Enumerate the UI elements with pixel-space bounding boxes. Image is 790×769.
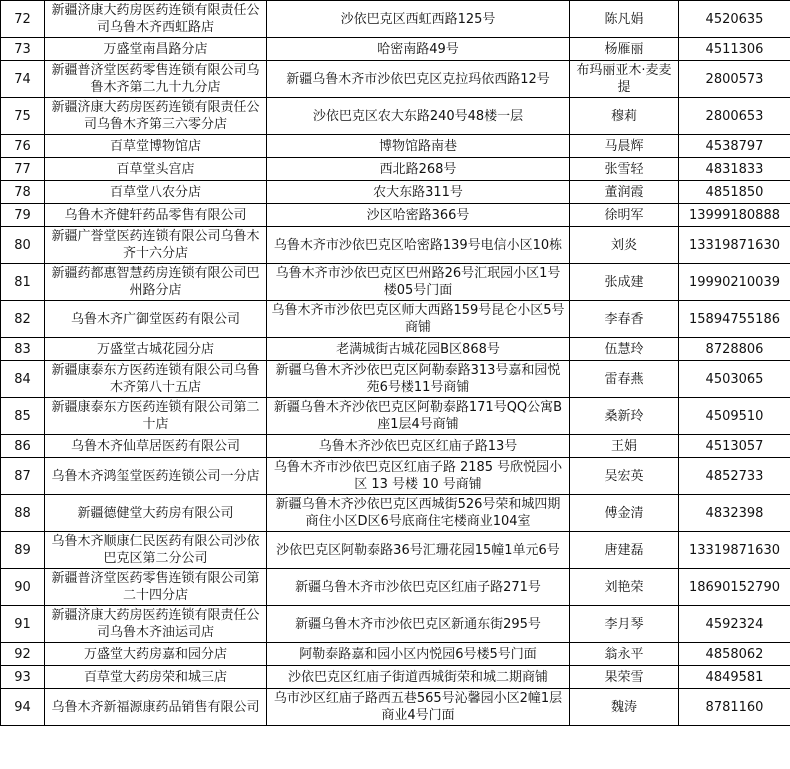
row-number: 80 bbox=[1, 227, 45, 264]
table-row bbox=[1, 338, 790, 361]
phone-number: 4849581 bbox=[679, 666, 790, 689]
contact-person: 李春香 bbox=[570, 301, 679, 338]
store-address: 沙依巴克区阿勒泰路36号汇珊花园15幢1单元6号 bbox=[267, 532, 570, 569]
table-row bbox=[1, 532, 790, 569]
store-name: 新疆济康大药房医药连锁有限责任公司乌鲁木齐第三六零分店 bbox=[45, 98, 267, 135]
contact-person: 王娟 bbox=[570, 435, 679, 458]
contact-person: 伍慧玲 bbox=[570, 338, 679, 361]
store-address: 老满城街古城花园B区868号 bbox=[267, 338, 570, 361]
contact-person: 果荣雪 bbox=[570, 666, 679, 689]
row-number: 76 bbox=[1, 135, 45, 158]
phone-number: 4852733 bbox=[679, 458, 790, 495]
row-number: 78 bbox=[1, 181, 45, 204]
store-name: 乌鲁木齐仙草居医药有限公司 bbox=[45, 435, 267, 458]
phone-number: 19990210039 bbox=[679, 264, 790, 301]
store-address: 沙依巴克区农大东路240号48楼一层 bbox=[267, 98, 570, 135]
store-address: 哈密南路49号 bbox=[267, 38, 570, 61]
table-row bbox=[1, 398, 790, 435]
store-address: 新疆乌鲁木齐沙依巴克区阿勒泰路171号QQ公寓B座1层4号商铺 bbox=[267, 398, 570, 435]
store-name: 新疆德健堂大药房有限公司 bbox=[45, 495, 267, 532]
row-number: 92 bbox=[1, 643, 45, 666]
table-row bbox=[1, 264, 790, 301]
contact-person: 杨雁丽 bbox=[570, 38, 679, 61]
store-address: 沙依巴克区西虹西路125号 bbox=[267, 1, 570, 38]
store-address: 新疆乌鲁木齐市沙依巴克区克拉玛依西路12号 bbox=[267, 61, 570, 98]
table-row bbox=[1, 1, 790, 38]
phone-number: 13999180888 bbox=[679, 204, 790, 227]
table-row bbox=[1, 495, 790, 532]
table-row bbox=[1, 98, 790, 135]
contact-person: 翁永平 bbox=[570, 643, 679, 666]
row-number: 87 bbox=[1, 458, 45, 495]
pharmacy-table-body bbox=[1, 1, 790, 726]
phone-number: 4503065 bbox=[679, 361, 790, 398]
store-name: 万盛堂大药房嘉和园分店 bbox=[45, 643, 267, 666]
table-row bbox=[1, 227, 790, 264]
row-number: 72 bbox=[1, 1, 45, 38]
store-name: 新疆济康大药房医药连锁有限责任公司乌鲁木齐西虹路店 bbox=[45, 1, 267, 38]
table-row bbox=[1, 301, 790, 338]
store-address: 沙区哈密路366号 bbox=[267, 204, 570, 227]
store-name: 乌鲁木齐鸿玺堂医药连锁公司一分店 bbox=[45, 458, 267, 495]
table-row bbox=[1, 606, 790, 643]
store-name: 新疆广誉堂医药连锁有限公司乌鲁木齐十六分店 bbox=[45, 227, 267, 264]
contact-person: 徐明军 bbox=[570, 204, 679, 227]
contact-person: 张雪轻 bbox=[570, 158, 679, 181]
row-number: 74 bbox=[1, 61, 45, 98]
table-row bbox=[1, 158, 790, 181]
store-address: 乌鲁木齐市沙依巴克区巴州路26号汇珉园小区1号楼05号门面 bbox=[267, 264, 570, 301]
table-row bbox=[1, 61, 790, 98]
store-name: 新疆普济堂医药零售连锁有限公司第二十四分店 bbox=[45, 569, 267, 606]
contact-person: 傅金清 bbox=[570, 495, 679, 532]
row-number: 77 bbox=[1, 158, 45, 181]
phone-number: 2800573 bbox=[679, 61, 790, 98]
contact-person: 马晨辉 bbox=[570, 135, 679, 158]
row-number: 90 bbox=[1, 569, 45, 606]
store-address: 乌鲁木齐市沙依巴克区哈密路139号电信小区10栋 bbox=[267, 227, 570, 264]
store-name: 乌鲁木齐新福源康药品销售有限公司 bbox=[45, 689, 267, 726]
store-address: 阿勒泰路嘉和园小区内悦园6号楼5号门面 bbox=[267, 643, 570, 666]
table-row bbox=[1, 435, 790, 458]
table-row bbox=[1, 643, 790, 666]
phone-number: 8781160 bbox=[679, 689, 790, 726]
store-name: 新疆济康大药房医药连锁有限责任公司乌鲁木齐油运司店 bbox=[45, 606, 267, 643]
phone-number: 4509510 bbox=[679, 398, 790, 435]
store-address: 新疆乌鲁木齐沙依巴克区西城街526号荣和城四期商住小区D区6号底商住宅楼商业104室 bbox=[267, 495, 570, 532]
row-number: 91 bbox=[1, 606, 45, 643]
store-address: 博物馆路南巷 bbox=[267, 135, 570, 158]
store-name: 乌鲁木齐健轩药品零售有限公司 bbox=[45, 204, 267, 227]
row-number: 84 bbox=[1, 361, 45, 398]
table-row bbox=[1, 569, 790, 606]
contact-person: 桑新玲 bbox=[570, 398, 679, 435]
row-number: 75 bbox=[1, 98, 45, 135]
row-number: 89 bbox=[1, 532, 45, 569]
phone-number: 4520635 bbox=[679, 1, 790, 38]
store-address: 乌鲁木齐沙依巴克区红庙子路13号 bbox=[267, 435, 570, 458]
contact-person: 李月琴 bbox=[570, 606, 679, 643]
row-number: 85 bbox=[1, 398, 45, 435]
store-name: 百草堂八农分店 bbox=[45, 181, 267, 204]
table-row bbox=[1, 135, 790, 158]
store-name: 乌鲁木齐广御堂医药有限公司 bbox=[45, 301, 267, 338]
store-name: 乌鲁木齐顺康仁民医药有限公司沙依巴克区第二分公司 bbox=[45, 532, 267, 569]
store-address: 乌鲁木齐市沙依巴克区红庙子路 2185 号欣悦园小区 13 号楼 10 号商铺 bbox=[267, 458, 570, 495]
phone-number: 18690152790 bbox=[679, 569, 790, 606]
table-row bbox=[1, 181, 790, 204]
phone-number: 4832398 bbox=[679, 495, 790, 532]
phone-number: 4511306 bbox=[679, 38, 790, 61]
phone-number: 13319871630 bbox=[679, 532, 790, 569]
row-number: 88 bbox=[1, 495, 45, 532]
row-number: 86 bbox=[1, 435, 45, 458]
store-name: 百草堂大药房荣和城三店 bbox=[45, 666, 267, 689]
contact-person: 魏涛 bbox=[570, 689, 679, 726]
row-number: 82 bbox=[1, 301, 45, 338]
contact-person: 雷春燕 bbox=[570, 361, 679, 398]
row-number: 79 bbox=[1, 204, 45, 227]
table-row bbox=[1, 361, 790, 398]
contact-person: 张成建 bbox=[570, 264, 679, 301]
store-address: 乌市沙区红庙子路西五巷565号沁馨园小区2幢1层商业4号门面 bbox=[267, 689, 570, 726]
store-address: 新疆乌鲁木齐市沙依巴克区新通东街295号 bbox=[267, 606, 570, 643]
contact-person: 唐建磊 bbox=[570, 532, 679, 569]
store-address: 西北路268号 bbox=[267, 158, 570, 181]
phone-number: 8728806 bbox=[679, 338, 790, 361]
phone-number: 13319871630 bbox=[679, 227, 790, 264]
store-address: 新疆乌鲁木齐沙依巴克区阿勒泰路313号嘉和园悦苑6号楼11号商铺 bbox=[267, 361, 570, 398]
contact-person: 董润霞 bbox=[570, 181, 679, 204]
contact-person: 吴宏英 bbox=[570, 458, 679, 495]
store-address: 乌鲁木齐市沙依巴克区师大西路159号昆仑小区5号商铺 bbox=[267, 301, 570, 338]
row-number: 81 bbox=[1, 264, 45, 301]
phone-number: 4851850 bbox=[679, 181, 790, 204]
row-number: 94 bbox=[1, 689, 45, 726]
store-address: 新疆乌鲁木齐市沙依巴克区红庙子路271号 bbox=[267, 569, 570, 606]
phone-number: 15894755186 bbox=[679, 301, 790, 338]
store-name: 新疆药都惠智慧药房连锁有限公司巴州路分店 bbox=[45, 264, 267, 301]
row-number: 73 bbox=[1, 38, 45, 61]
phone-number: 4538797 bbox=[679, 135, 790, 158]
store-name: 新疆康泰东方医药连锁有限公司乌鲁木齐第八十五店 bbox=[45, 361, 267, 398]
contact-person: 陈凡娟 bbox=[570, 1, 679, 38]
contact-person: 刘炎 bbox=[570, 227, 679, 264]
store-name: 新疆普济堂医药零售连锁有限公司乌鲁木齐第二九十九分店 bbox=[45, 61, 267, 98]
phone-number: 2800653 bbox=[679, 98, 790, 135]
table-row bbox=[1, 666, 790, 689]
phone-number: 4858062 bbox=[679, 643, 790, 666]
table-row bbox=[1, 38, 790, 61]
store-name: 百草堂头宫店 bbox=[45, 158, 267, 181]
contact-person: 穆莉 bbox=[570, 98, 679, 135]
store-name: 万盛堂古城花园分店 bbox=[45, 338, 267, 361]
table-row bbox=[1, 458, 790, 495]
store-name: 万盛堂南昌路分店 bbox=[45, 38, 267, 61]
store-address: 农大东路311号 bbox=[267, 181, 570, 204]
store-name: 新疆康泰东方医药连锁有限公司第二十店 bbox=[45, 398, 267, 435]
phone-number: 4513057 bbox=[679, 435, 790, 458]
table-row bbox=[1, 204, 790, 227]
row-number: 93 bbox=[1, 666, 45, 689]
contact-person: 刘艳荣 bbox=[570, 569, 679, 606]
store-name: 百草堂博物馆店 bbox=[45, 135, 267, 158]
row-number: 83 bbox=[1, 338, 45, 361]
phone-number: 4831833 bbox=[679, 158, 790, 181]
store-address: 沙依巴克区红庙子街道西城街荣和城二期商铺 bbox=[267, 666, 570, 689]
contact-person: 布玛丽亚木·麦麦提 bbox=[570, 61, 679, 98]
phone-number: 4592324 bbox=[679, 606, 790, 643]
table-row bbox=[1, 689, 790, 726]
